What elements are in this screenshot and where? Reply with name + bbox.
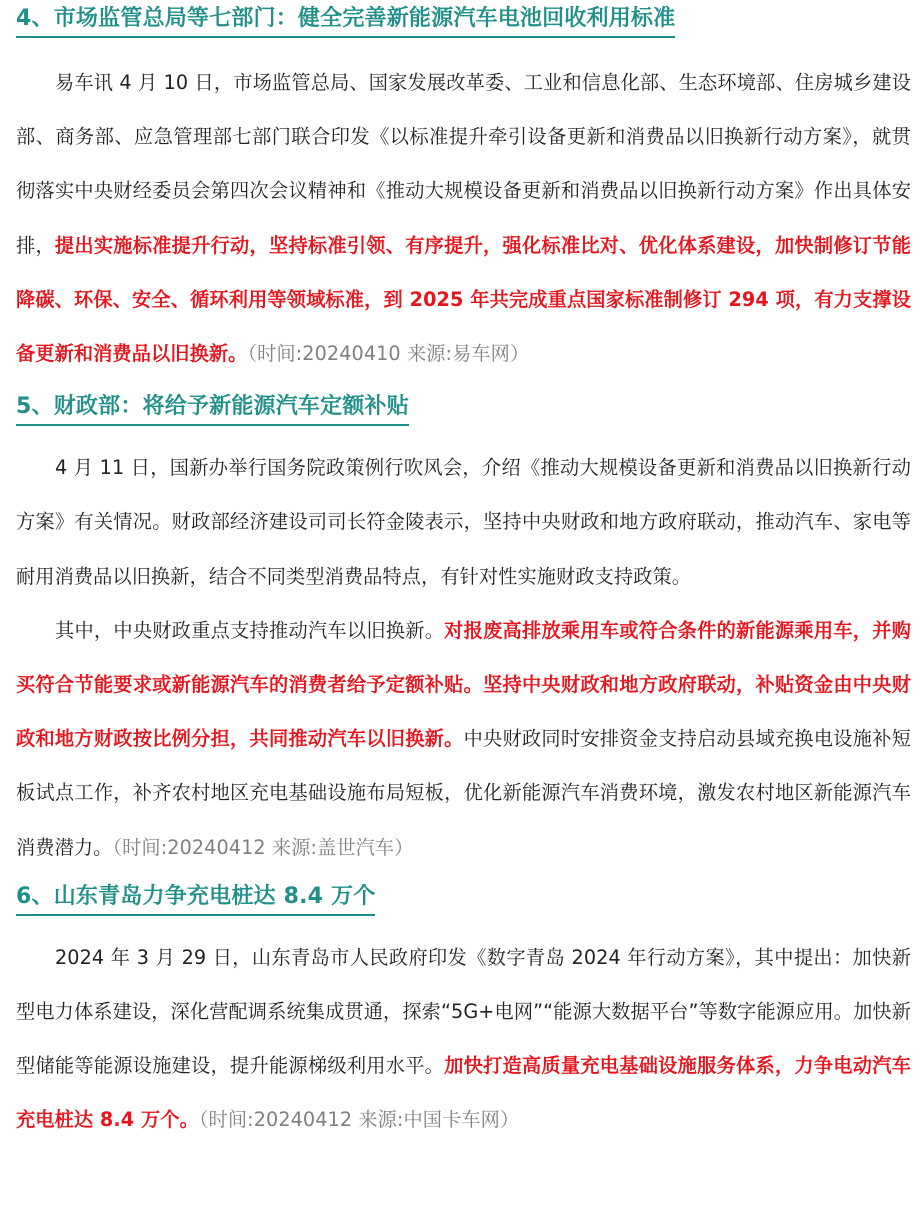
section-4-p1-source: （时间:20240410 来源:易车网） bbox=[247, 342, 530, 366]
section-4-heading bbox=[16, 4, 911, 38]
section-4-paragraph-1 bbox=[16, 56, 911, 381]
section-5-title: 财政部：将给予新能源汽车定额补贴 bbox=[53, 394, 409, 420]
section-5-number: 5、 bbox=[16, 394, 54, 420]
section-5-p2-emphasis: 对报废高排放乘用车或符合条件的新能源乘用车，并购买符合节能要求或新能源汽车的消费者给予定额补贴。坚持中央财政和地方政府联动，补贴资金由中央财政和地方财政按比例分担，共同推动汽车以旧换新。 bbox=[16, 618, 911, 751]
section-4-number: 4、 bbox=[16, 6, 54, 31]
section-6-number: 6、 bbox=[16, 883, 54, 909]
section-4-heading-text bbox=[16, 4, 675, 38]
section-6-title: 山东青岛力争充电桩达 8.4 万个 bbox=[53, 883, 376, 909]
section-5-heading-text bbox=[16, 392, 409, 426]
section-6-heading-text bbox=[16, 882, 375, 916]
document-page bbox=[16, 0, 911, 1148]
section-6-p1-source: （时间:20240412 来源:中国卡车网） bbox=[198, 1108, 520, 1132]
section-5-p1-text: 4 月 11 日，国新办举行国务院政策例行吹风会，介绍《推动大规模设备更新和消费品以旧换新行动方案》有关情况。财政部经济建设司司长符金陵表示，坚持中央财政和地方政府联动，推动汽车、家电等耐用消费品以旧换新，结合不同类型消费品特点，有针对性实施财政支持政策。 bbox=[16, 456, 911, 588]
section-6-paragraph-1 bbox=[16, 931, 911, 1148]
section-5-heading bbox=[16, 392, 911, 426]
section-6-p1-emphasis: 加快打造高质量充电基础设施服务体系，力争电动汽车充电桩达 8.4 万个。 bbox=[16, 1054, 911, 1132]
section-5-p2-text: 其中，中央财政重点支持推动汽车以旧换新。 bbox=[55, 618, 445, 642]
section-6-heading bbox=[16, 882, 911, 916]
section-6-p1-text: 2024 年 3 月 29 日，山东青岛市人民政府印发《数字青岛 2024 年行动方案》，其中提出：加快新型电力体系建设，深化营配调系统集成贯通，探索“5G+电网”“能源大数据平台”等数字能源应用。加快新型储能等能源设施建设，提升能源梯级利用水平。 bbox=[16, 945, 911, 1078]
section-4-p1-emphasis: 提出实施标准提升行动，坚持标准引领、有序提升，强化标准比对、优化体系建设，加快制修订节能降碳、环保、安全、循环利用等领域标准，到 2025 年共完成重点国家标准制修订 294 项，有力支撑设备更新和消费品以旧换新。 bbox=[16, 233, 911, 366]
section-4-title: 市场监管总局等七部门：健全完善新能源汽车电池回收利用标准 bbox=[53, 6, 676, 31]
section-5-paragraph-2 bbox=[16, 604, 911, 875]
section-4-p1-text: 易车讯 4 月 10 日，市场监管总局、国家发展改革委、工业和信息化部、生态环境部、住房城乡建设部、商务部、应急管理部七部门联合印发《以标准提升牵引设备更新和消费品以旧换新行动方案》，就贯彻落实中央财经委员会第四次会议精神和《推动大规模设备更新和消费品以旧换新行动方案》作出具体安排， bbox=[16, 71, 911, 257]
section-5-p2-text-2: 中央财政同时安排资金支持启动县域充换电设施补短板试点工作，补齐农村地区充电基础设施布局短板，优化新能源汽车消费环境，激发农村地区新能源汽车消费潜力。 bbox=[16, 727, 911, 859]
section-5-paragraph-1 bbox=[16, 441, 911, 604]
section-5-p2-source: （时间:20240412 来源:盖世汽车） bbox=[112, 835, 414, 859]
